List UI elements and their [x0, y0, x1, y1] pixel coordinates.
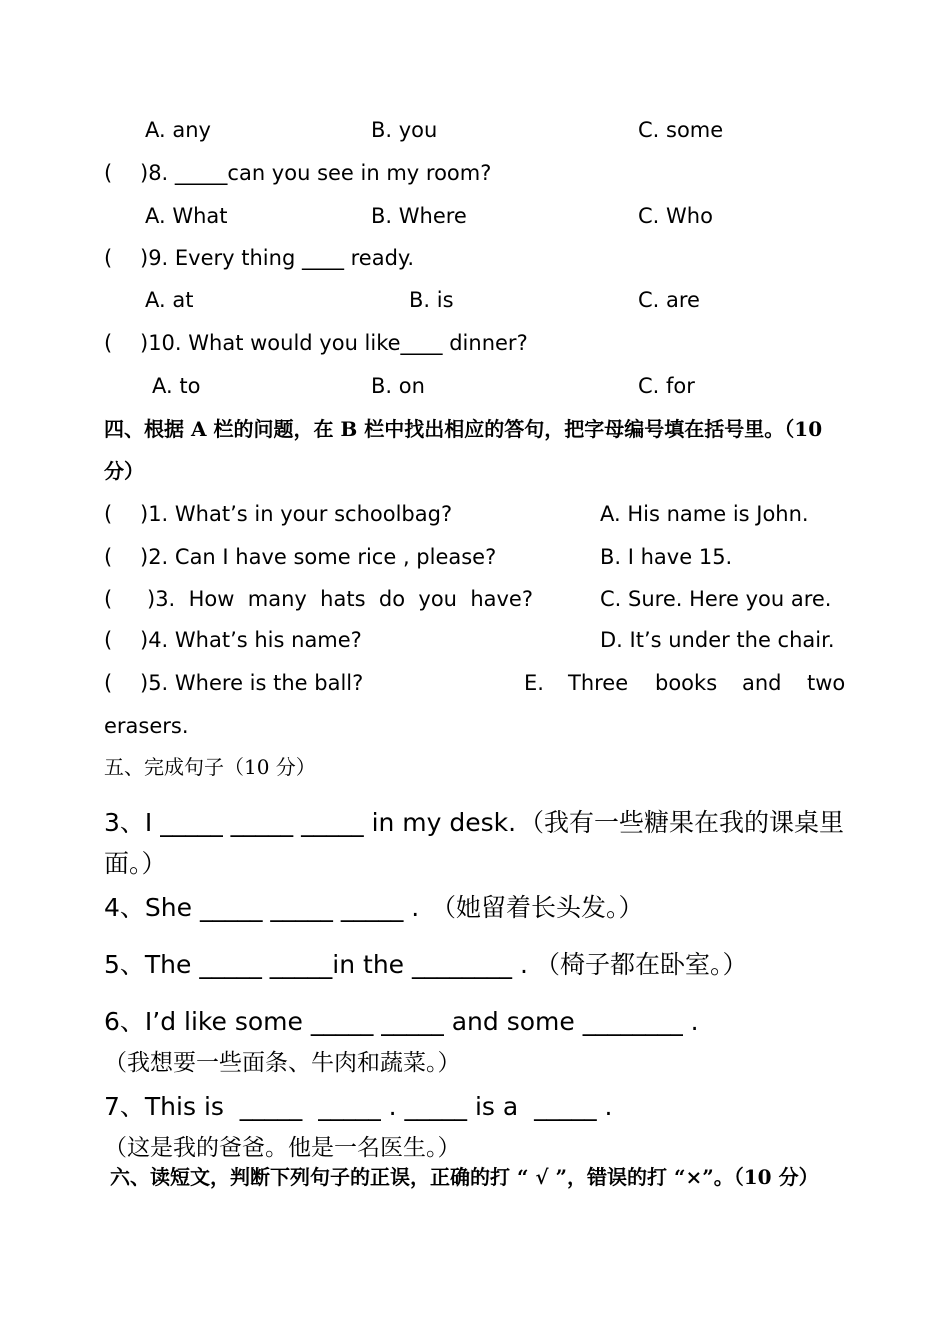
s5-sentence5-translation: （椅子都在卧室。）: [535, 950, 748, 979]
q9-option-a: A. at: [145, 288, 194, 312]
s4-item4-question: )4. What’s his name?: [140, 628, 362, 652]
s4-item2-bracket: (: [104, 545, 113, 569]
s4-item3-bracket: (: [104, 587, 113, 611]
q10-option-b: B. on: [371, 374, 425, 398]
s4-item1-answer: A. His name is John.: [600, 502, 809, 526]
q10-option-a: A. to: [152, 374, 201, 398]
q10-bracket: (: [104, 331, 113, 355]
q7-option-a: A. any: [145, 118, 211, 142]
s4-item5-answer-word: Three: [568, 671, 629, 695]
q8-option-b: B. Where: [371, 204, 467, 228]
q9-option-c: C. are: [638, 288, 700, 312]
s5-sentence3-translation-wrap: 面。）: [104, 849, 167, 878]
q7-option-c: C. some: [638, 118, 724, 142]
section6-title: 六、读短文，判断下列句子的正误，正确的打 “ √ ”，错误的打 “×”。（10 分）: [110, 1165, 819, 1189]
s5-sentence7-translation: （这是我的爸爸。他是一名医生。）: [104, 1135, 461, 1161]
q10-option-c: C. for: [638, 374, 695, 398]
q10-text: )10. What would you like____ dinner?: [140, 331, 528, 355]
s5-sentence7: 7、This is _____ _____ . _____ is a _____ .: [104, 1092, 613, 1121]
s5-sentence6-translation: （我想要一些面条、牛肉和蔬菜。）: [104, 1050, 461, 1076]
section4-title: 四、根据 A 栏的问题，在 B 栏中找出相应的答句，把字母编号填在括号里。（10: [104, 417, 823, 441]
s4-item3-question: )3. How many hats do you have?: [147, 587, 533, 611]
q7-option-b: B. you: [371, 118, 438, 142]
s4-item4-answer: D. It’s under the chair.: [600, 628, 835, 652]
q9-option-b: B. is: [409, 288, 454, 312]
s5-sentence4: 4、She _____ _____ _____ .: [104, 893, 420, 922]
s5-sentence4-translation: （她留着长头发。）: [431, 893, 644, 922]
s4-item2-question: )2. Can I have some rice , please?: [140, 545, 497, 569]
q8-bracket: (: [104, 161, 113, 185]
s4-item5-bracket: (: [104, 671, 113, 695]
section5-title: 五、完成句子（10 分）: [104, 755, 316, 779]
section4-title-wrap: 分）: [104, 459, 144, 483]
s4-item5-answer-word: E.: [524, 671, 544, 695]
s4-item5-question: )5. Where is the ball?: [140, 671, 364, 695]
s4-item5-answer-word: and: [742, 671, 782, 695]
s4-item1-bracket: (: [104, 502, 113, 526]
s4-item2-answer: B. I have 15.: [600, 545, 733, 569]
q9-bracket: (: [104, 246, 113, 270]
s4-item5-answer-wrap: erasers.: [104, 714, 189, 738]
s4-item5-answer-word: books: [655, 671, 718, 695]
s5-sentence3-translation: （我有一些糖果在我的课桌里: [519, 808, 845, 837]
q8-option-c: C. Who: [638, 204, 713, 228]
s4-item5-answer-word: two: [807, 671, 846, 695]
s5-sentence5: 5、The _____ _____in the ________ .: [104, 950, 528, 979]
q8-text: )8. _____can you see in my room?: [140, 161, 492, 185]
q9-text: )9. Every thing ____ ready.: [140, 246, 415, 270]
s4-item3-answer: C. Sure. Here you are.: [600, 587, 832, 611]
s4-item4-bracket: (: [104, 628, 113, 652]
s5-sentence6: 6、I’d like some _____ _____ and some ________ .: [104, 1007, 699, 1036]
s5-sentence3: 3、I _____ _____ _____ in my desk.: [104, 808, 517, 837]
q8-option-a: A. What: [145, 204, 228, 228]
s4-item1-question: )1. What’s in your schoolbag?: [140, 502, 453, 526]
